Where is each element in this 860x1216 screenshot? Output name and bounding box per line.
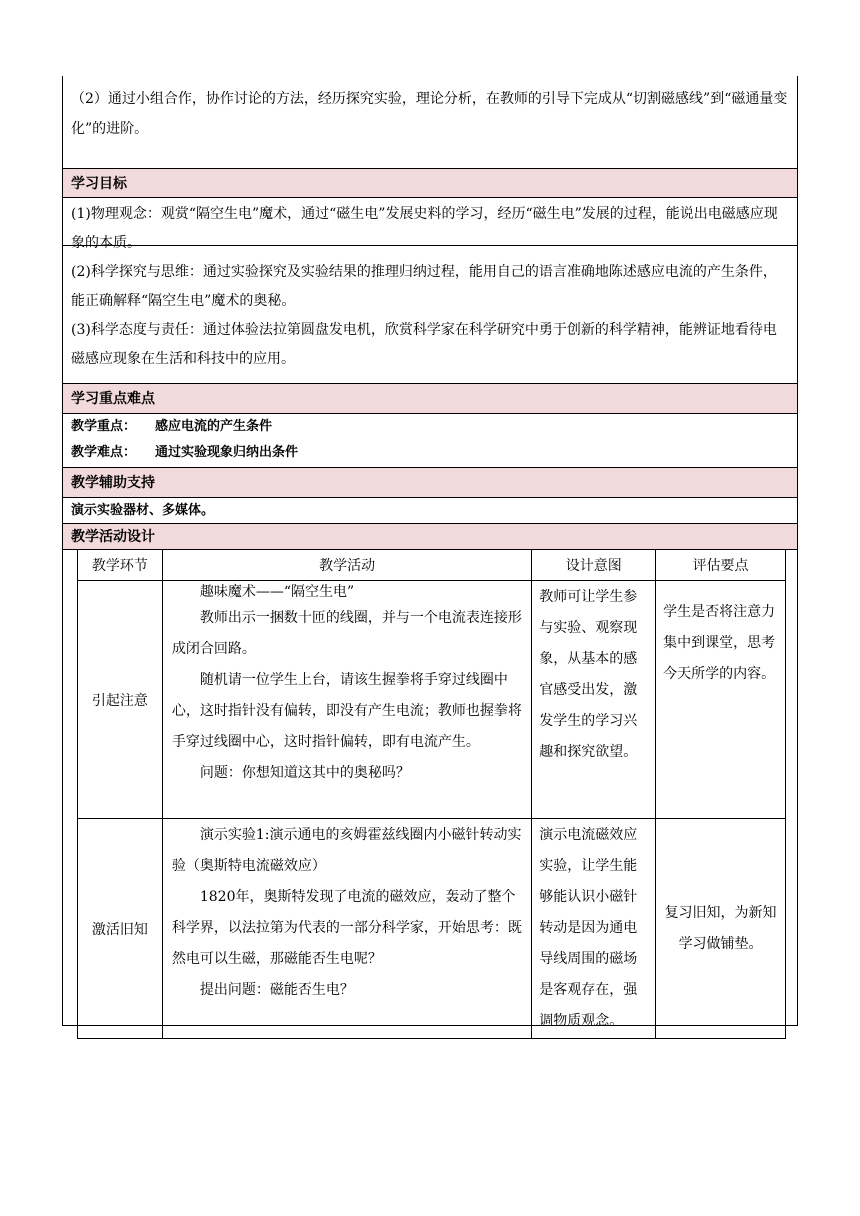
goal-item: (2)科学探究与思维：通过实验探究及实验结果的推理归纳过程，能用自己的语言准确地陈述感应电流的产生条件，能正确解释“隔空生电”魔术的奥秘。 <box>71 264 777 309</box>
key-point-label: 教学重点： <box>71 419 137 434</box>
evaluation-text: 学生是否将注意力集中到课堂，思考今天所学的内容。 <box>663 604 776 682</box>
goals-block <box>62 198 798 384</box>
evaluation-text: 复习旧知，为新知学习做铺垫。 <box>664 904 777 952</box>
stage-cell: 引起注意 <box>78 581 163 819</box>
design-outer <box>62 550 798 1029</box>
design-heading-text: 教学活动设计 <box>71 529 155 545</box>
support-block <box>62 498 798 524</box>
activity-table <box>77 550 786 1039</box>
goals-heading <box>62 168 798 198</box>
goal-item: (3)科学态度与责任：通过体验法拉第圆盘发电机，欣赏科学家在科学研究中勇于创新的科学精神，能辨证地看待电磁感应现象在生活和科技中的应用。 <box>71 322 777 367</box>
header-stage: 教学环节 <box>78 550 163 581</box>
activity-paragraph: 教师出示一捆数十匝的线圈，并与一个电流表连接形成闭合回路。 <box>171 610 522 657</box>
stage-cell: 激活旧知 <box>78 819 163 1039</box>
goal-item: (1)物理观念：观赏“隔空生电”魔术，通过“磁生电”发展史料的学习，经历“磁生电”发展的过程，能说出电磁感应现象的本质。 <box>71 206 778 251</box>
table-header-row <box>78 550 786 581</box>
design-heading <box>62 524 798 550</box>
difficulty-label: 教学难点： <box>71 445 137 460</box>
intent-text: 教师可让学生参与实验、观察现象，从基本的感官感受出发，激发学生的学习兴趣和探究欲望。 <box>539 589 638 760</box>
header-intent: 设计意图 <box>532 550 656 581</box>
header-activity: 教学活动 <box>162 550 531 581</box>
goals-heading-text: 学习目标 <box>71 176 127 192</box>
support-text: 演示实验器材、多媒体。 <box>71 503 215 518</box>
activity-cell <box>162 819 531 1039</box>
intent-text: 演示电流磁效应实验，让学生能够能认识小磁针转动是因为通电导线周围的磁场是客观存在，强调物质观念。 <box>539 827 638 1029</box>
intent-cell <box>532 819 656 1039</box>
difficulty-value: 通过实验现象归纳出条件 <box>155 445 299 460</box>
evaluation-cell <box>656 819 786 1039</box>
key-block <box>62 414 798 468</box>
activity-paragraph: 趣味魔术——“隔空生电” <box>199 584 355 600</box>
activity-cell <box>162 581 531 819</box>
evaluation-cell <box>656 581 786 819</box>
activity-paragraph: 提出问题：磁能否生电？ <box>199 982 354 998</box>
intent-cell <box>532 581 656 819</box>
table-row <box>78 581 786 819</box>
difficulty-row <box>63 440 797 466</box>
activity-paragraph: 1820年，奥斯特发现了电流的磁效应，轰动了整个科学界，以法拉第为代表的一部分科学家，开始思考：既然电可以生磁，那磁能否生电呢？ <box>171 889 522 967</box>
activity-paragraph: 演示实验1:演示通电的亥姆霍兹线圈内小磁针转动实验（奥斯特电流磁效应） <box>171 827 522 874</box>
key-heading-text: 学习重点难点 <box>71 391 155 407</box>
process-objective-text: （2）通过小组合作，协作讨论的方法，经历探究实验，理论分析，在教师的引导下完成从“切割磁感线”到“磁通量变化”的进阶。 <box>71 91 788 137</box>
activity-paragraph: 问题：你想知道这其中的奥秘吗？ <box>199 765 410 781</box>
table-row <box>78 819 786 1039</box>
key-point-row <box>63 414 797 440</box>
support-heading-text: 教学辅助支持 <box>71 475 155 491</box>
process-objective-block <box>62 76 798 168</box>
support-heading <box>62 468 798 498</box>
key-point-value: 感应电流的产生条件 <box>155 419 273 434</box>
header-evaluation: 评估要点 <box>656 550 786 581</box>
activity-paragraph: 随机请一位学生上台，请该生握拳将手穿过线圈中心，这时指针没有偏转，即没有产生电流；教师也握拳将手穿过线圈中心，这时指针偏转，即有电流产生。 <box>171 672 522 750</box>
key-heading <box>62 384 798 414</box>
